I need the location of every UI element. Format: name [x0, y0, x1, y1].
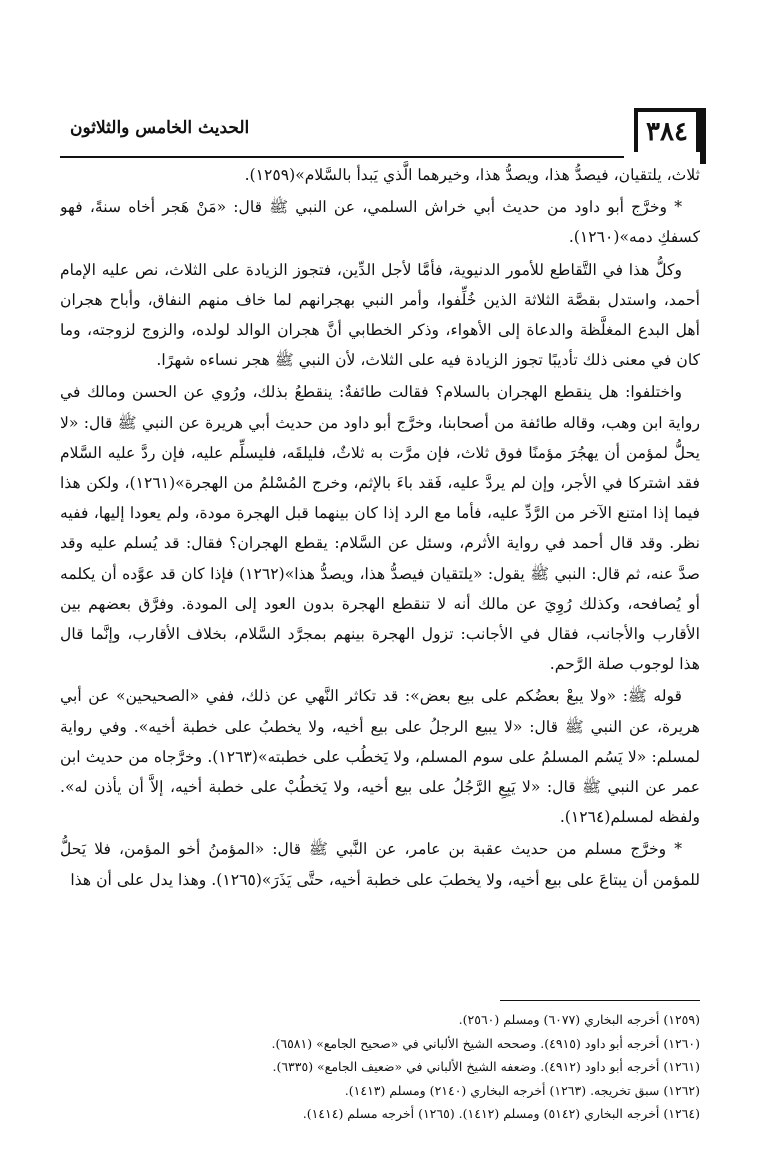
footnote: (١٢٥٩) أخرجه البخاري (٦٠٧٧) ومسلم (٢٥٦٠). [458, 1012, 700, 1027]
chapter-title: الحديث الخامس والثلاثون [70, 118, 250, 138]
footnote: (١٢٦٤) أخرجه البخاري (٥١٤٢) ومسلم (١٤١٢). (١٢٦٥) أخرجه مسلم (١٤١٤). [302, 1106, 700, 1121]
paragraph: قوله ﷺ: «ولا يبعْ بعضُكم على بيع بعض»: قد تكاثر النَّهي عن ذلك، ففي «الصحيحين» عن أبي هريرة، عن النبي ﷺ قال: «لا يبيع الرجلُ على بيع أخيه، ولا يخطبُ على خطبة أخيه». وفي رواية لمسلم: «لا يَسُم المسلمُ على سوم المسلم، ولا يَخطُب على خطبته»(١٢٦٣). وخرَّجاه من حديث ابن عمر عن النبي ﷺ قال: «لا يَبِعِ الرَّجُلُ على بيع أخيه، ولا يَخطُبْ على خطبة أخيه، إلاَّ أن يأذن له». ولفظه لمسلم(١٢٦٤). [60, 687, 700, 827]
main-text [60, 160, 700, 980]
paragraph: وكلُّ هذا في التَّقاطع للأمور الدنيوية، فأمَّا لأجل الدِّين، فتجوز الزيادة على الثلاث، نص عليه الإمام أحمد، واستدل بقصَّة الثلاثة الذين خُلِّفوا، وأمر النبي بهجرانهم لما خاف منهم النفاق، وأباح هجران أهل البدع المغلَّظة والدعاة إلى الأهواء، وذكر الخطابي أنَّ هجران الوالد لولده، والزوج لزوجته، وما كان في معنى ذلك تأديبًا تجوز الزيادة فيه على الثلاث، لأن النبي ﷺ هجر نساءه شهرًا. [60, 260, 700, 370]
paragraph: ثلاث، يلتقيان، فيصدُّ هذا، ويصدُّ هذا، وخيرهما الَّذي يَبدأ بالسَّلام»(١٢٥٩). [244, 166, 700, 184]
book-page [60, 100, 700, 1140]
paragraph: واختلفوا: هل ينقطع الهجران بالسلام؟ فقالت طائفةٌ: ينقطعُ بذلك، ورُوي عن الحسن ومالك في رواية ابن وهب، وقاله طائفة من أصحابنا، وخرَّج أبو داود من حديث أبي هريرة عن النبي ﷺ قال: «لا يحلُّ لمؤمن أن يهجُرَ مؤمنًا فوق ثلاث، فإن مرَّت به ثلاثٌ، فليلقَه، فليسلِّم عليه، فإن ردَّ عليه السَّلام فقد اشتركا في الأجر، وإن لم يردَّ عليه، فَقد باءَ بالإثم، وخرج المُسْلمُ من الهجرة»(١٢٦١)، ولكن هذا فيما إذا امتنع الآخر من الرَّدِّ عليه، فأما مع الرد إذا كان بينهما قبل الهجرة مودة، ولم يعودا إليها، ففيه نظر. وقد قال أحمد في رواية الأثرم، وسئل عن السَّلام: يقطع الهجران؟ فقال: قد يُسلم عليه وقد صدَّ عنه، ثم قال: النبي ﷺ يقول: «يلتقيان فيصدُّ هذا، ويصدُّ هذا»(١٢٦٢) فإذا كان قد عوَّده أن يكلمه أو يُصافحه، وكذلك رُوِيَ عن مالك أنه لا تنقطع الهجرة بدون العود إلى المودة. وفرَّق بعضهم بين الأقارب والأجانب، فقال في الأجانب: تزول الهجرة بينهم بمجرَّد السَّلام، بخلاف الأقارب، وإنَّما قال هذا لوجوب صلة الرَّحم. [60, 383, 700, 674]
footnote: (١٢٦٢) سبق تخريجه. (١٢٦٣) أخرجه البخاري (٢١٤٠) ومسلم (١٤١٣). [344, 1082, 700, 1098]
footnote: (١٢٦٠) أخرجه أبو داود (٤٩١٥). وصححه الشيخ الألباني في «صحيح الجامع» (٦٥٨١). [271, 1035, 700, 1051]
footnotes [60, 1008, 700, 1126]
footnote-divider [500, 1000, 700, 1001]
page-number: ٣٨٤ [634, 108, 700, 152]
footnote: (١٢٦١) أخرجه أبو داود (٤٩١٢). وضعفه الشيخ الألباني في «ضعيف الجامع» (٦٣٣٥). [272, 1059, 700, 1074]
paragraph: * وخرَّج أبو داود من حديث أبي خراش السلمي، عن النبي ﷺ قال: «مَنْ هَجر أخاه سنةً، فهو كسفكِ دمه»(١٢٦٠). [60, 198, 700, 247]
header-rule [60, 156, 624, 158]
paragraph: * وخرَّج مسلم من حديث عقبة بن عامر، عن النَّبي ﷺ قال: «المؤمنُ أخو المؤمن، فلا يَحلُّ للمؤمن أن يبتاعَ على بيع أخيه، ولا يخطبَ على خطبة أخيه، حتَّى يَذَرَ»(١٢٦٥). وهذا يدل على أن هذا [60, 840, 700, 889]
running-head [60, 108, 700, 158]
